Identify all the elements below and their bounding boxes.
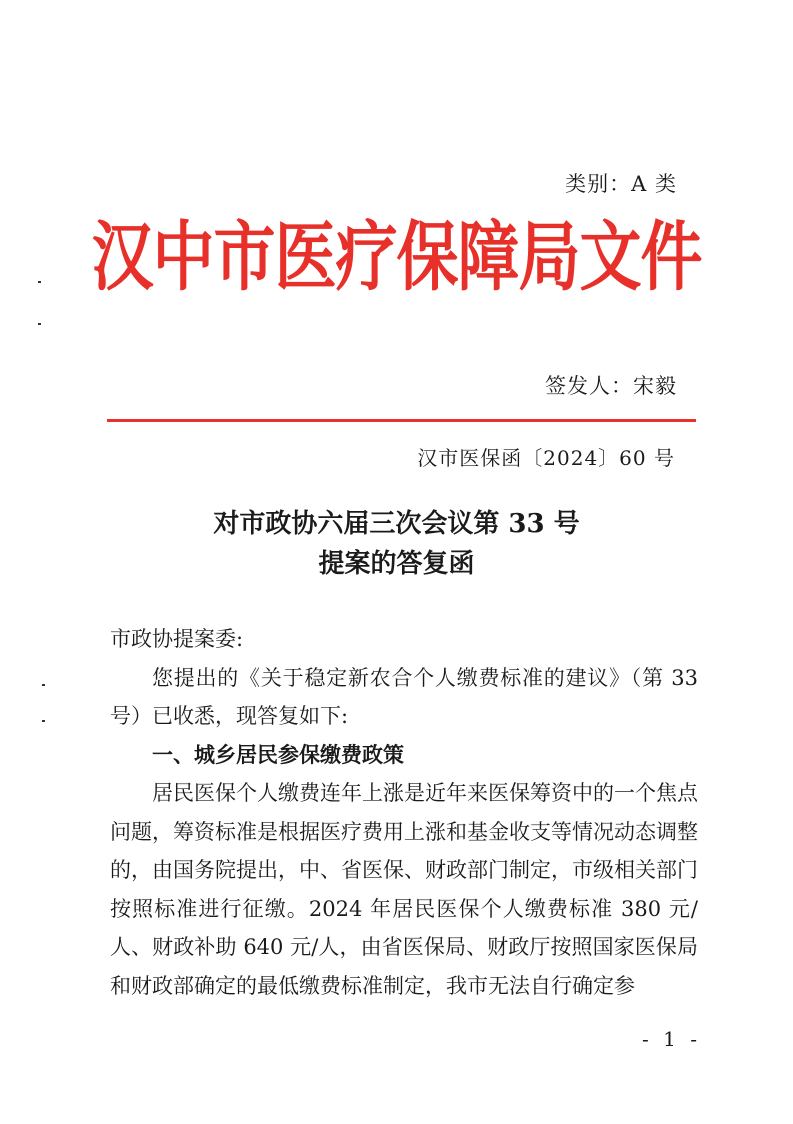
page-number: - 1 - bbox=[642, 1027, 701, 1051]
scan-speck bbox=[42, 720, 45, 722]
scan-speck bbox=[38, 281, 41, 283]
document-category: 类别：A 类 bbox=[565, 172, 677, 196]
scan-speck bbox=[42, 684, 45, 686]
scan-speck bbox=[38, 323, 41, 325]
document-body bbox=[110, 620, 698, 1005]
body-paragraph-2: 居民医保个人缴费连年上涨是近年来医保筹资中的一个焦点问题，筹资标准是根据医疗费用上涨和基金收支等情况动态调整的，由国务院提出，中、省医保、财政部门制定，市级相关部门按照标准进行征缴。2024 年居民医保个人缴费标准 380 元/人、财政补助 640 元/人，由省医保局、财政厅按照国家医保局和财政部确定的最低缴费标准制定，我市无法自行确定参 bbox=[110, 781, 698, 998]
salutation: 市政协提案委: bbox=[110, 627, 244, 651]
section-heading-1: 一、城乡居民参保缴费政策 bbox=[152, 742, 404, 767]
document-title-line-1: 对市政协六届三次会议第 33 号 bbox=[213, 509, 580, 539]
document-title-line-2: 提案的答复函 bbox=[318, 549, 475, 579]
document-title bbox=[0, 504, 793, 584]
body-paragraph-1: 您提出的《关于稳定新农合个人缴费标准的建议》（第 33 号）已收悉，现答复如下: bbox=[110, 665, 698, 728]
red-divider-line bbox=[107, 419, 696, 422]
issuing-authority-header: 汉中市医疗保障局文件 bbox=[91, 212, 702, 302]
signer: 签发人：宋毅 bbox=[545, 374, 677, 398]
document-number: 汉市医保函〔2024〕60 号 bbox=[417, 446, 675, 470]
